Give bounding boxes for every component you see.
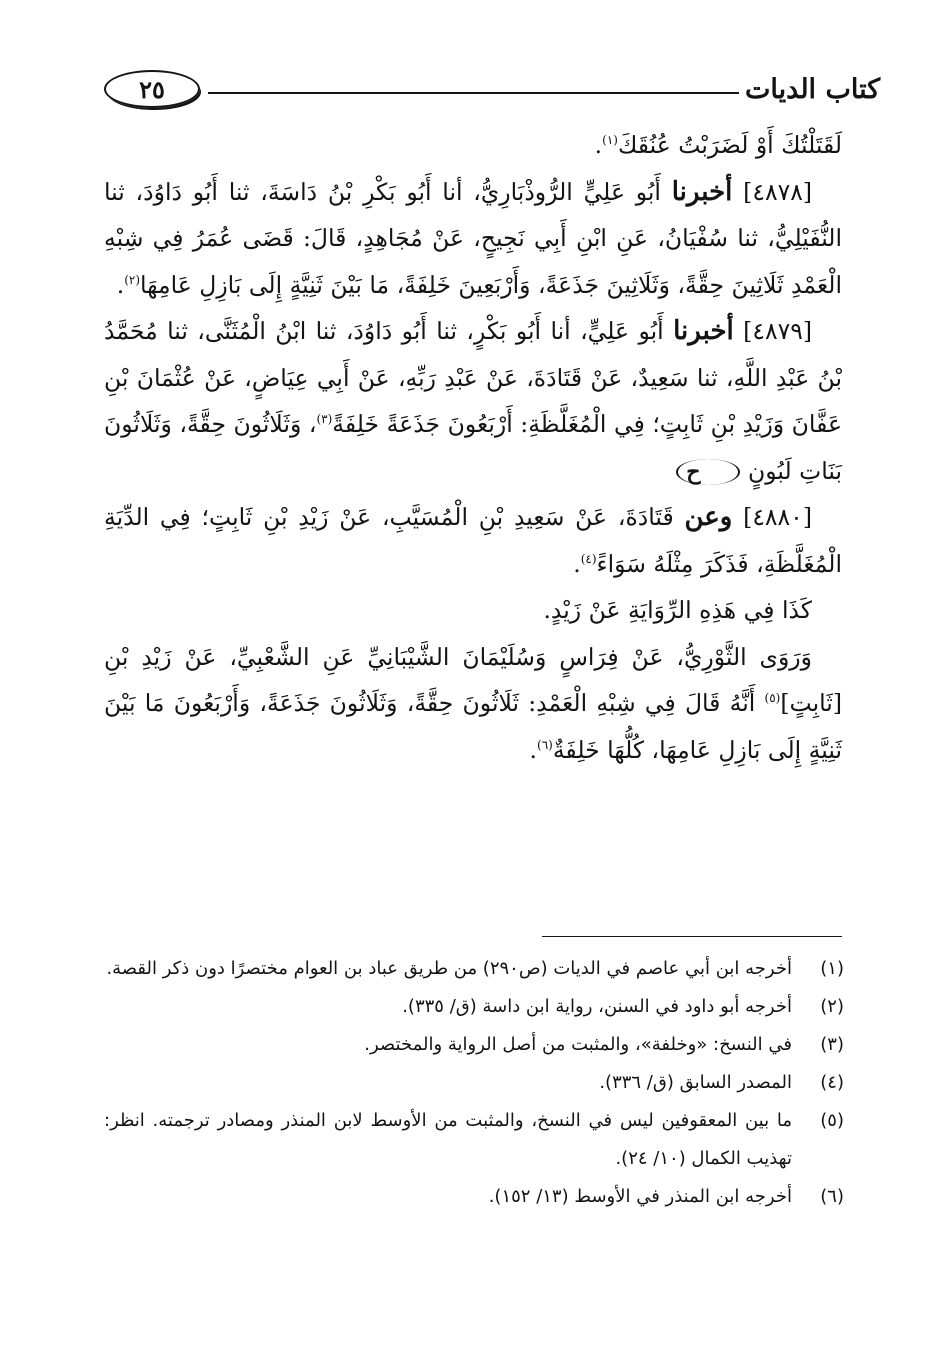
footnote (104, 988, 844, 1026)
hadith-4878 (104, 169, 842, 309)
header-rule (208, 92, 739, 94)
footnote (104, 1102, 844, 1178)
hadith-label: أخبرنا (671, 176, 733, 207)
footnote-number: (٢) (820, 996, 844, 1017)
footnote (104, 1064, 844, 1102)
opening-line (104, 122, 842, 169)
footnote-ref-2: (٢) (124, 272, 141, 287)
opening-text: لَقَتَلْتُكَ أَوْ لَضَرَبْتُ عُنُقَكَ (617, 131, 842, 159)
footnote-ref-6: (٦) (537, 737, 553, 752)
period: . (116, 270, 125, 299)
footnote-ref-3: (٣) (316, 412, 333, 427)
period: . (594, 131, 603, 159)
footnote-ref-5: (٥) (764, 691, 781, 706)
page-header (104, 66, 881, 112)
hadith-text: أَبُو عَلِيٍّ، أنا أَبُو بَكْرٍ، ثنا أَبُو دَاوُدَ، ثنا ابْنُ الْمُثَنَّى، ثنا مُحَمَّدُ بْنُ عَبْدِ اللَّهِ، ثنا سَعِيدٌ، عَنْ قَتَادَةَ، عَنْ عَبْدِ رَبِّهِ، عَنْ أَبِي عِيَاضٍ، عَنْ عُثْمَانَ بْنِ عَفَّانَ وَزَيْدِ بْنِ ثَابِتٍ؛ فِي الْمُغَلَّظَةِ: أَرْبَعُونَ جَذَعَةً خَلِفَةً (104, 317, 843, 438)
footnote-text: ما بين المعقوفين ليس في النسخ، والمثبت من الأوسط لابن المنذر ومصادر ترجمته. انظر: تهذيب الكمال (١٠/ ٢٤). (104, 1110, 792, 1169)
hadith-number: [٤٨٨٠] (743, 503, 812, 531)
footnotes (104, 950, 844, 1216)
main-text (104, 122, 842, 773)
footnote-ref-1: (١) (602, 133, 618, 148)
footnote-number: (٥) (820, 1110, 844, 1131)
period: . (573, 549, 581, 578)
footnote (104, 1026, 844, 1064)
hadith-text-cont: ، وَثَلَاثُونَ حِقَّةً، وَثَلَاثُونَ بَنَاتِ لَبُونٍ (104, 410, 842, 485)
period: . (529, 735, 537, 764)
hadith-number: [٤٨٧٩] (743, 317, 812, 345)
footnote-text: أخرجه ابن المنذر في الأوسط (١٣/ ١٥٢). (488, 1186, 792, 1207)
tahwil-mark: ح (676, 459, 740, 485)
hadith-text: أَبُو عَلِيٍّ الرُّوذْبَارِيُّ، أنا أَبُو بَكْرِ بْنُ دَاسَةَ، ثنا أَبُو دَاوُدَ، ثنا النُّفَيْلِيُّ، ثنا سُفْيَانُ، عَنِ ابْنِ أَبِي نَجِيحٍ، عَنْ مُجَاهِدٍ، قَالَ: قَضَى عُمَرُ فِي شِبْهِ الْعَمْدِ ثَلَاثِينَ حِقَّةً، وَثَلَاثِينَ جَذَعَةً، وَأَرْبَعِينَ خَلِفَةً، مَا بَيْنَ ثَنِيَّةٍ إِلَى بَازِلِ عَامِهَا (104, 177, 842, 299)
book-title: كتاب الديات (745, 73, 881, 105)
footnote-number: (٦) (820, 1186, 844, 1207)
hadith-4880 (104, 494, 842, 587)
hadith-number: [٤٨٧٨] (743, 177, 812, 206)
footnote-number: (٣) (820, 1034, 844, 1055)
commentary-1: كَذَا فِي هَذِهِ الرِّوَايَةِ عَنْ زَيْدٍ. (543, 596, 812, 624)
commentary-text: وَرَوَى الثَّوْرِيُّ، عَنْ فِرَاسٍ وَسُلَيْمَانَ الشَّيْبَانِيِّ عَنِ الشَّعْبِيِّ، عَنْ زَيْدِ بْنِ [ثَابِتٍ] (104, 642, 842, 717)
page-number: ٢٥ (104, 70, 200, 108)
footnote-number: (٤) (820, 1072, 844, 1093)
footnote-separator (542, 936, 842, 937)
footnote-text: المصدر السابق (ق/ ٣٣٦). (599, 1072, 792, 1093)
commentary-2 (104, 634, 842, 774)
footnote-number: (١) (820, 958, 844, 979)
hadith-label: وعن (684, 502, 733, 532)
footnote-text: في النسخ: «وخلفة»، والمثبت من أصل الرواية والمختصر. (364, 1034, 792, 1055)
footnote (104, 1178, 844, 1216)
hadith-4879 (104, 308, 842, 494)
footnote-text: أخرجه أبو داود في السنن، رواية ابن داسة (ق/ ٣٣٥). (402, 996, 792, 1017)
hadith-label: أخبرنا (673, 316, 734, 346)
hadith-text: قَتَادَةَ، عَنْ سَعِيدِ بْنِ الْمُسَيَّبِ، عَنْ زَيْدِ بْنِ ثَابِتٍ؛ فِي الدِّيَةِ الْمُغَلَّظَةِ، فَذَكَرَ مِثْلَهُ سَوَاءً (104, 503, 842, 578)
commentary-text-cont: أَنَّهُ قَالَ فِي شِبْهِ الْعَمْدِ: ثَلَاثُونَ حِقَّةً، وَثَلَاثُونَ جَذَعَةً، وَأَرْبَعُونَ مَا بَيْنَ ثَنِيَّةٍ إِلَى بَازِلِ عَامِهَا، كُلُّهَا خَلِفَةٌ (104, 689, 842, 764)
footnote-text: أخرجه ابن أبي عاصم في الديات (ص٢٩٠) من طريق عباد بن العوام مختصرًا دون ذكر القصة. (106, 958, 792, 979)
footnote (104, 950, 844, 988)
footnote-ref-4: (٤) (580, 551, 597, 566)
